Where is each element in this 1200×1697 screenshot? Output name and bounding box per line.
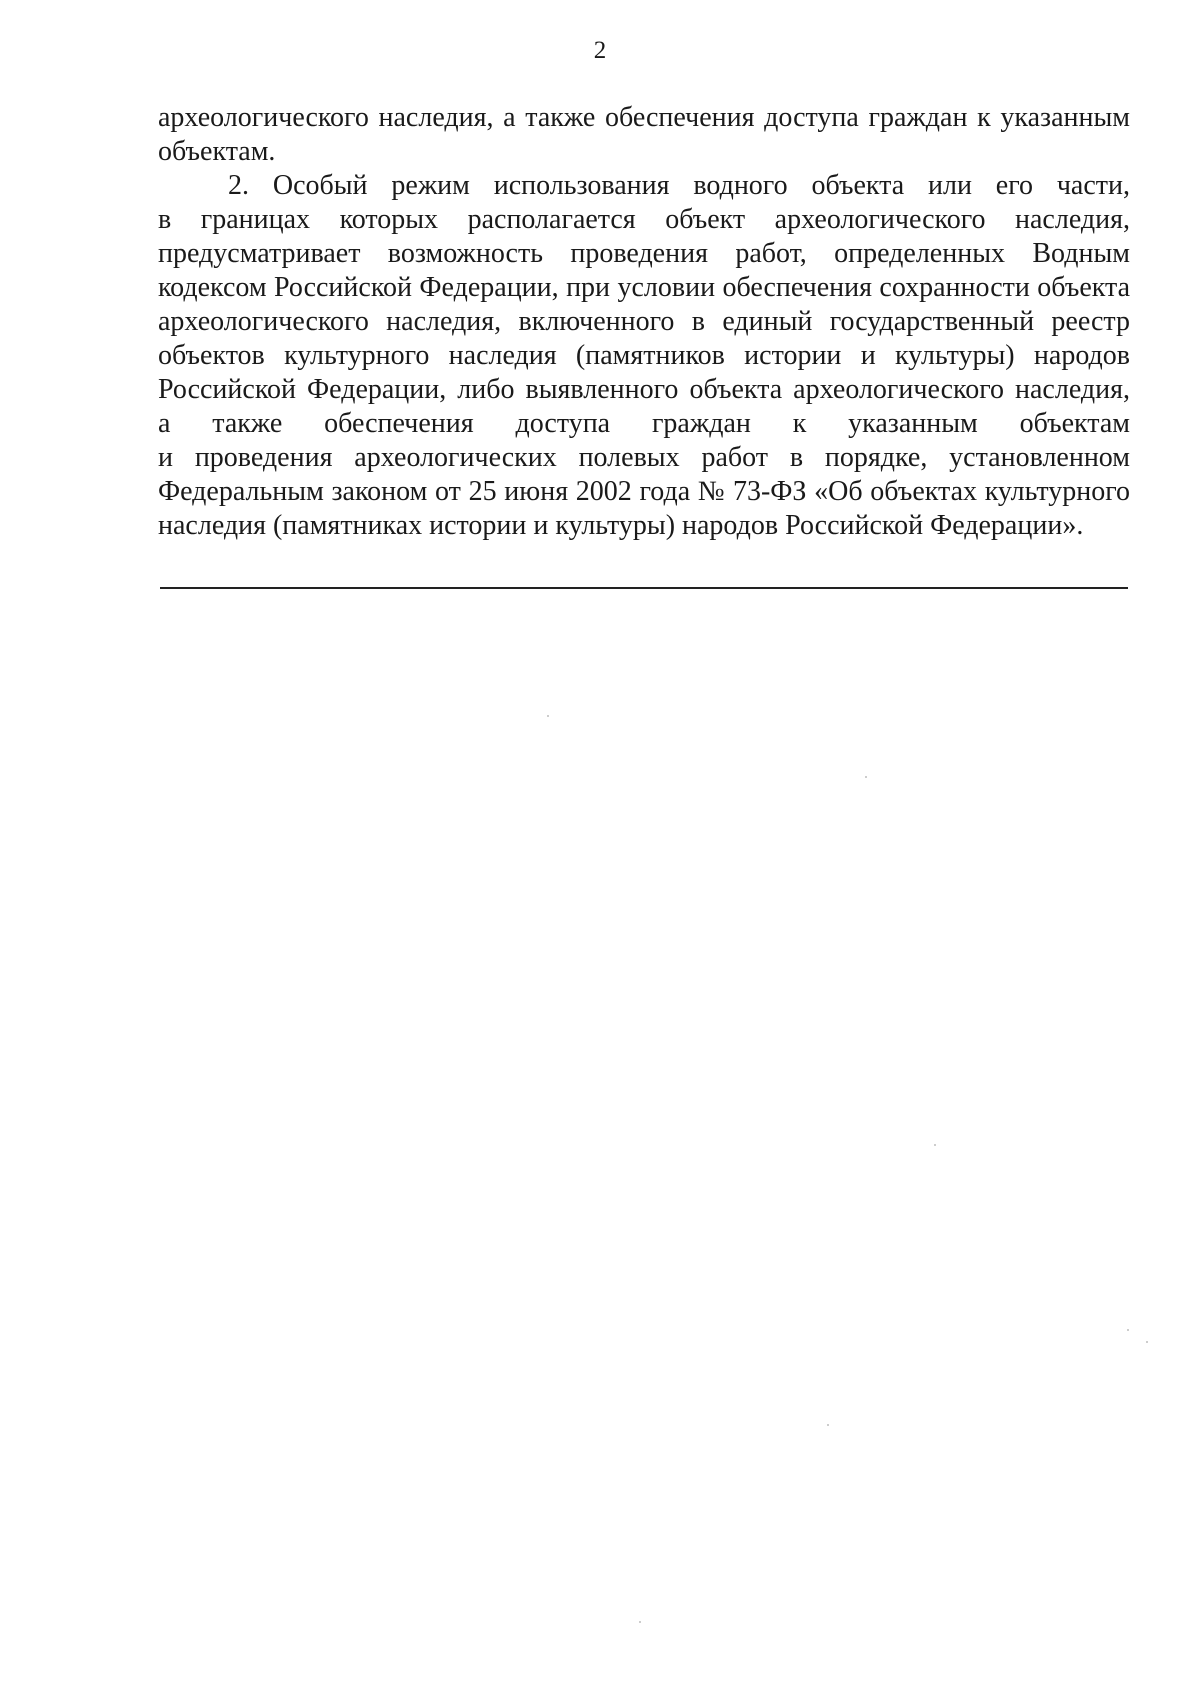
document-body [158,101,1130,543]
paragraph-continuation [158,101,1130,169]
text-line: кодексом Российской Федерации, при условии обеспечения сохранности объекта [158,272,1130,303]
text-line: археологического наследия, включенного в единый государственный реестр [158,306,1130,337]
text-line: археологического наследия, а также обеспечения доступа граждан к указанным [158,102,1130,133]
end-of-text-rule [160,587,1128,589]
text-line: Российской Федерации, либо выявленного объекта археологического наследия, [158,374,1130,405]
scan-speck [827,1424,829,1426]
scan-speck [639,1621,641,1623]
text-line: предусматривает возможность проведения работ, определенных Водным [158,238,1130,269]
scan-speck [1127,1329,1129,1331]
text-line: а также обеспечения доступа граждан к указанным объектам [158,408,1130,439]
text-line: объектам. [158,136,276,167]
text-line: и проведения археологических полевых работ в порядке, установленном [158,442,1130,473]
text-line: в границах которых располагается объект археологического наследия, [158,204,1130,235]
scan-speck [547,715,549,717]
text-line: наследия (памятниках истории и культуры) народов Российской Федерации». [158,510,1084,541]
text-line: 2. Особый режим использования водного объекта или его части, [228,170,1130,201]
page-number: 2 [593,37,607,64]
scan-speck [865,776,867,778]
text-line: Федеральным законом от 25 июня 2002 года № 73-ФЗ «Об объектах культурного [158,476,1130,507]
scan-speck [1146,1341,1148,1343]
paragraph-item-2 [158,169,1130,543]
text-line: объектов культурного наследия (памятников истории и культуры) народов [158,340,1130,371]
scan-speck [934,1144,936,1146]
